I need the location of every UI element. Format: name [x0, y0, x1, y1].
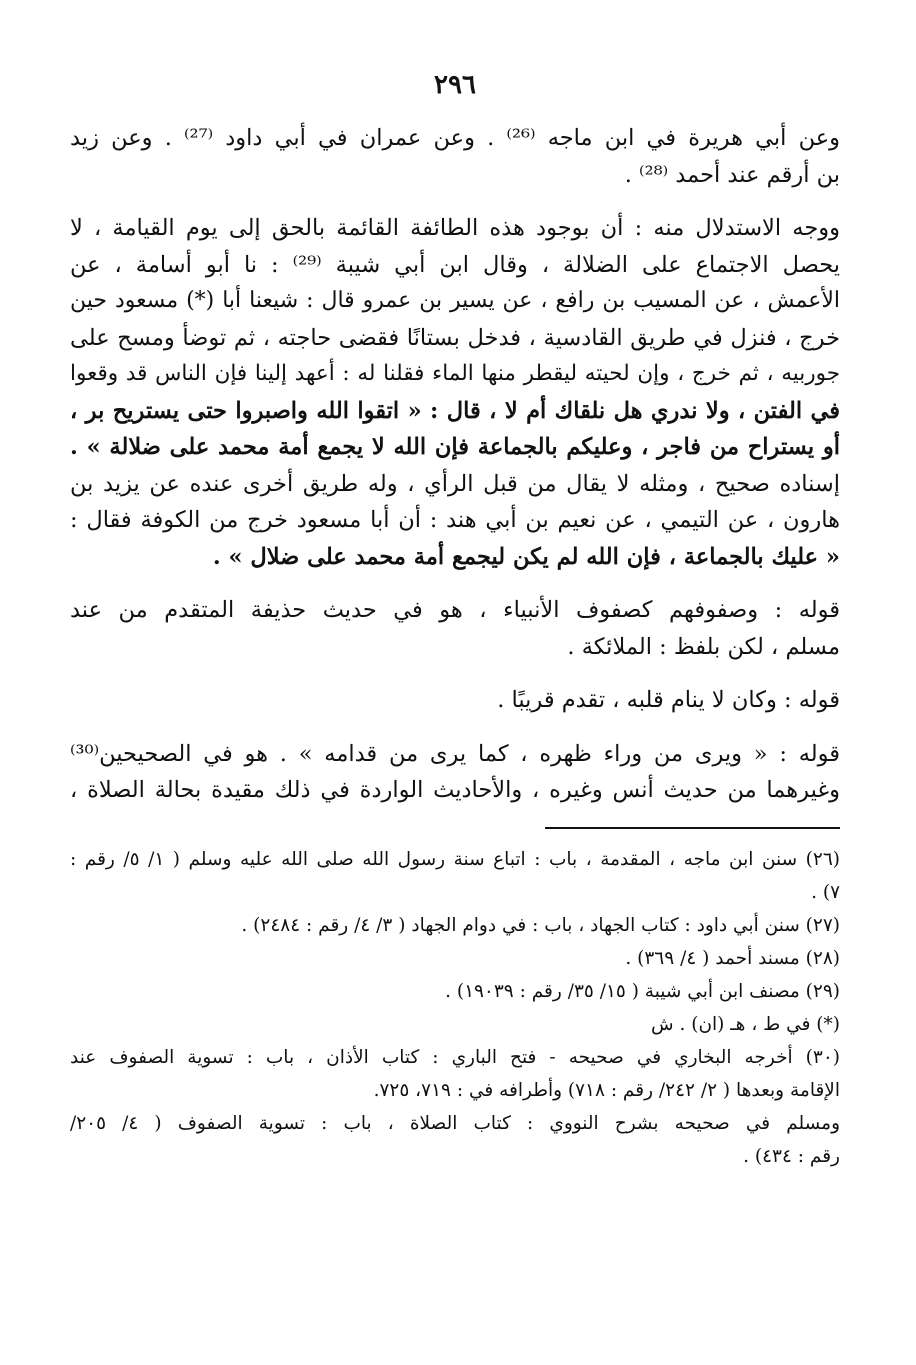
text-line: قوله : وصفوفهم كصفوف الأنبياء ، هو في حديث حذيفة المتقدم من عند	[70, 597, 840, 623]
footnote-30	[70, 1041, 840, 1173]
text-line: يحصل الاجتماع على الضلالة ، وقال ابن أبي شيبة ⁽²⁹⁾ : نا أبو أسامة ، عن	[70, 251, 840, 278]
page-number: ٢٩٦	[434, 70, 476, 100]
text-line: بن أرقم عند أحمد ⁽²⁸⁾ .	[624, 161, 840, 188]
text-line: ووجه الاستدلال منه : أن بوجود هذه الطائفة القائمة بالحق إلى يوم القيامة ، لا	[70, 215, 840, 241]
text-line: الأعمش ، عن المسيب بن رافع ، عن يسير بن عمرو قال : شيعنا أبا (*) مسعود حين	[70, 288, 840, 313]
text-line: وعن أبي هريرة في ابن ماجه ⁽²⁶⁾ . وعن عمران في أبي داود ⁽²⁷⁾ . وعن زيد	[70, 125, 840, 151]
footnote-29	[70, 975, 840, 1008]
paragraph-hadith-sources	[70, 120, 840, 193]
footnote-26	[70, 843, 840, 909]
footnote-line: (٢٦) سنن ابن ماجه ، المقدمة ، باب : اتباع سنة رسول الله صلى الله عليه وسلم ( ١/ ٥/ رقم :	[70, 848, 840, 870]
text-line: في الفتن ، ولا ندري هل نلقاك أم لا ، قال : « اتقوا الله واصبروا حتى يستريح بر ،	[70, 397, 840, 424]
footnote-28	[70, 942, 840, 975]
footnote-line: (*) في ط ، هـ (ان) . ش	[651, 1013, 840, 1035]
footnote-line: ٧) .	[811, 881, 840, 903]
text-line: إسناده صحيح ، ومثله لا يقال من قبل الرأي ، وله طريق أخرى عنده عن يزيد بن	[70, 470, 840, 497]
paragraph-sees-behind	[70, 736, 840, 809]
footnote-star	[70, 1008, 840, 1041]
footnote-line: الإقامة وبعدها ( ٢/ ٢٤٢/ رقم : ٧١٨) وأطرافه في : ٧١٩، ٧٢٥.	[373, 1079, 840, 1101]
text-line: وغيرهما من حديث أنس وغيره ، والأحاديث الواردة في ذلك مقيدة بحالة الصلاة ،	[70, 777, 840, 803]
text-line: « عليك بالجماعة ، فإن الله لم يكن ليجمع أمة محمد على ضلال » .	[212, 543, 840, 570]
footnote-line: رقم : ٤٣٤) .	[743, 1145, 840, 1167]
footnote-line: (٢٨) مسند أحمد ( ٤/ ٣٦٩) .	[625, 947, 840, 969]
text-line: قوله : « ويرى من وراء ظهره ، كما يرى من قدامه » . هو في الصحيحين⁽³⁰⁾	[70, 740, 840, 767]
footnote-line: (٣٠) أخرجه البخاري في صحيحه - فتح الباري : كتاب الأذان ، باب : تسوية الصفوف عند	[70, 1046, 840, 1068]
footnotes	[70, 843, 840, 1173]
paragraph-rows-of-prophets	[70, 592, 840, 665]
text-line: خرج ، فنزل في طريق القادسية ، فدخل بستانًا فقضى حاجته ، ثم توضأ ومسح على	[70, 324, 840, 351]
text-line: هارون ، عن التيمي ، عن نعيم بن أبي هند : أن أبا مسعود خرج من الكوفة فقال :	[70, 507, 840, 533]
book-page	[70, 70, 840, 1350]
text-line: قوله : وكان لا ينام قلبه ، تقدم قريبًا .	[497, 687, 840, 713]
footnote-line: (٢٩) مصنف ابن أبي شيبة ( ١٥/ ٣٥/ رقم : ١٩٠٣٩) .	[445, 980, 840, 1002]
text-line: أو يستراح من فاجر ، وعليكم بالجماعة فإن الله لا يجمع أمة محمد على ضلالة » .	[70, 434, 840, 460]
footnote-line: (٢٧) سنن أبي داود : كتاب الجهاد ، باب : في دوام الجهاد ( ٣/ ٤/ رقم : ٢٤٨٤) .	[241, 914, 840, 936]
text-line: جوربيه ، ثم خرج ، وإن لحيته ليقطر منها الماء فقلنا له : أعهد إلينا فإن الناس قد وقعوا	[70, 361, 840, 386]
paragraph-evidence	[70, 210, 840, 575]
footnote-27	[70, 909, 840, 942]
footnote-separator	[70, 827, 840, 829]
text-line: مسلم ، لكن بلفظ : الملائكة .	[567, 633, 840, 660]
footnote-line: ومسلم في صحيحه بشرح النووي : كتاب الصلاة ، باب : تسوية الصفوف ( ٤/ ٢٠٥/	[70, 1112, 841, 1134]
paragraph-heart-not-sleep	[70, 682, 840, 719]
